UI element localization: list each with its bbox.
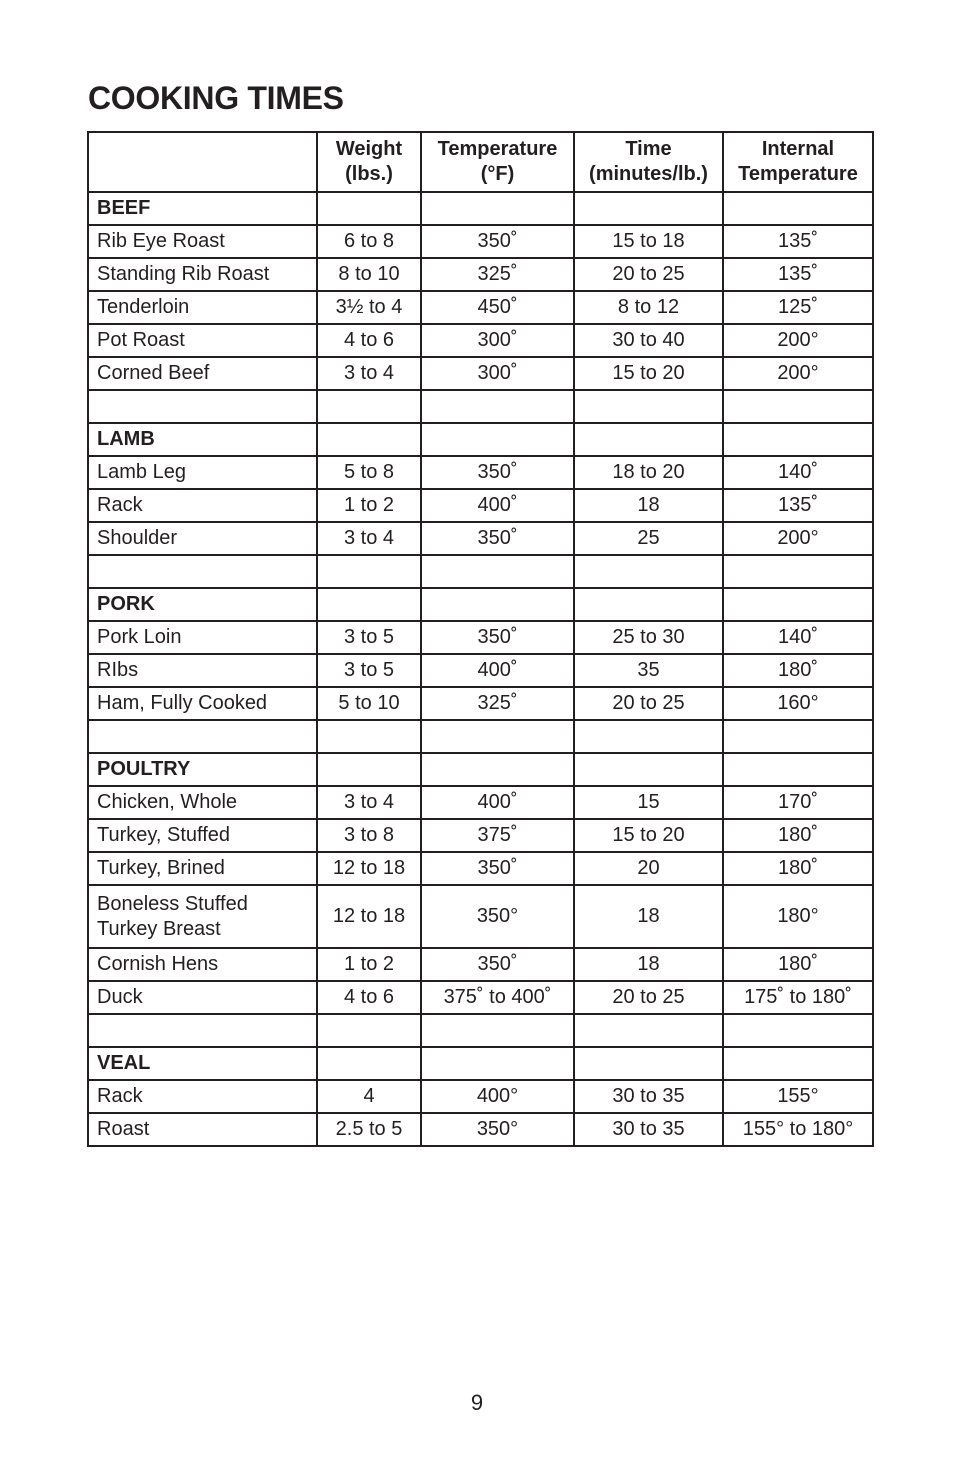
cell-name: Roast xyxy=(88,1113,317,1146)
section-row xyxy=(88,753,873,786)
cell-time: 18 to 20 xyxy=(574,456,723,489)
cell-time: 20 xyxy=(574,852,723,885)
cell-time xyxy=(574,720,723,753)
cell-weight xyxy=(317,588,421,621)
cell-internal-temperature xyxy=(723,588,873,621)
table-row xyxy=(88,948,873,981)
cell-weight: 12 to 18 xyxy=(317,852,421,885)
cell-internal-temperature xyxy=(723,390,873,423)
cell-weight: 3 to 4 xyxy=(317,357,421,390)
table-row xyxy=(88,885,873,948)
cell-weight xyxy=(317,192,421,225)
cell-internal-temperature: 125˚ xyxy=(723,291,873,324)
cell-time xyxy=(574,555,723,588)
section-row xyxy=(88,1047,873,1080)
cell-name xyxy=(88,720,317,753)
table-row xyxy=(88,357,873,390)
cell-time: 18 xyxy=(574,489,723,522)
cell-weight: 12 to 18 xyxy=(317,885,421,948)
cell-internal-temperature: 155° xyxy=(723,1080,873,1113)
cell-weight xyxy=(317,555,421,588)
table-row xyxy=(88,225,873,258)
cell-name: Turkey, Stuffed xyxy=(88,819,317,852)
table-row xyxy=(88,654,873,687)
cell-weight xyxy=(317,1047,421,1080)
cell-time: 35 xyxy=(574,654,723,687)
cell-temperature xyxy=(421,1014,574,1047)
cell-weight: 8 to 10 xyxy=(317,258,421,291)
cell-name xyxy=(88,1014,317,1047)
cell-time: 15 to 18 xyxy=(574,225,723,258)
cell-name: Standing Rib Roast xyxy=(88,258,317,291)
cell-time xyxy=(574,588,723,621)
cell-internal-temperature: 180˚ xyxy=(723,654,873,687)
cell-time xyxy=(574,753,723,786)
cell-weight xyxy=(317,1014,421,1047)
cell-temperature: 300˚ xyxy=(421,324,574,357)
cell-weight: 4 to 6 xyxy=(317,324,421,357)
cell-internal-temperature: 200° xyxy=(723,522,873,555)
table-row xyxy=(88,522,873,555)
cell-temperature xyxy=(421,1047,574,1080)
cell-temperature: 325˚ xyxy=(421,258,574,291)
cell-time: 15 xyxy=(574,786,723,819)
cell-time: 15 to 20 xyxy=(574,819,723,852)
cell-temperature: 350˚ xyxy=(421,225,574,258)
cell-internal-temperature: 180˚ xyxy=(723,819,873,852)
cell-internal-temperature xyxy=(723,192,873,225)
header-cut xyxy=(88,132,317,192)
table-row xyxy=(88,1080,873,1113)
cell-weight: 3½ to 4 xyxy=(317,291,421,324)
cell-time xyxy=(574,1014,723,1047)
cell-name: POULTRY xyxy=(88,753,317,786)
cell-time: 25 xyxy=(574,522,723,555)
cell-time: 25 to 30 xyxy=(574,621,723,654)
cell-internal-temperature xyxy=(723,720,873,753)
cell-name: Corned Beef xyxy=(88,357,317,390)
table-row xyxy=(88,621,873,654)
cell-temperature: 350˚ xyxy=(421,522,574,555)
cell-name: Pork Loin xyxy=(88,621,317,654)
cell-name: Turkey, Brined xyxy=(88,852,317,885)
cell-name: Shoulder xyxy=(88,522,317,555)
cell-temperature: 400˚ xyxy=(421,654,574,687)
cell-weight: 3 to 8 xyxy=(317,819,421,852)
cell-internal-temperature xyxy=(723,1047,873,1080)
cell-weight xyxy=(317,720,421,753)
cell-weight: 1 to 2 xyxy=(317,948,421,981)
cell-internal-temperature xyxy=(723,423,873,456)
cell-time xyxy=(574,390,723,423)
cell-temperature xyxy=(421,390,574,423)
section-row xyxy=(88,423,873,456)
table-row xyxy=(88,1113,873,1146)
cell-name: LAMB xyxy=(88,423,317,456)
cell-temperature: 400˚ xyxy=(421,489,574,522)
cell-weight: 4 xyxy=(317,1080,421,1113)
cell-internal-temperature: 175˚ to 180˚ xyxy=(723,981,873,1014)
cell-weight xyxy=(317,423,421,456)
cell-time: 20 to 25 xyxy=(574,258,723,291)
cell-temperature: 400° xyxy=(421,1080,574,1113)
header-weight: Weight (lbs.) xyxy=(317,132,421,192)
table-row xyxy=(88,258,873,291)
cell-name: PORK xyxy=(88,588,317,621)
cell-internal-temperature: 160° xyxy=(723,687,873,720)
cell-temperature: 375˚ xyxy=(421,819,574,852)
cell-name: Chicken, Whole xyxy=(88,786,317,819)
header-internal-temperature: Internal Temperature xyxy=(723,132,873,192)
cell-time: 30 to 35 xyxy=(574,1113,723,1146)
cell-weight: 3 to 4 xyxy=(317,786,421,819)
table-row xyxy=(88,819,873,852)
cell-internal-temperature: 140˚ xyxy=(723,456,873,489)
cell-name: Pot Roast xyxy=(88,324,317,357)
cell-temperature xyxy=(421,588,574,621)
cell-name: Duck xyxy=(88,981,317,1014)
cell-time: 30 to 35 xyxy=(574,1080,723,1113)
cell-name: Rack xyxy=(88,489,317,522)
cell-internal-temperature: 180˚ xyxy=(723,948,873,981)
page-number: 9 xyxy=(470,1390,484,1415)
cell-time: 20 to 25 xyxy=(574,687,723,720)
cell-weight xyxy=(317,753,421,786)
cell-weight: 5 to 8 xyxy=(317,456,421,489)
cell-internal-temperature: 180˚ xyxy=(723,852,873,885)
cell-name xyxy=(88,555,317,588)
cell-time: 18 xyxy=(574,948,723,981)
cell-name: VEAL xyxy=(88,1047,317,1080)
cell-temperature: 300˚ xyxy=(421,357,574,390)
cell-internal-temperature: 135˚ xyxy=(723,225,873,258)
spacer-row xyxy=(88,1014,873,1047)
cell-temperature: 350˚ xyxy=(421,948,574,981)
table-row xyxy=(88,981,873,1014)
cell-name: Rib Eye Roast xyxy=(88,225,317,258)
cell-time: 15 to 20 xyxy=(574,357,723,390)
cell-internal-temperature: 200° xyxy=(723,357,873,390)
spacer-row xyxy=(88,390,873,423)
cell-name: Boneless Stuffed Turkey Breast xyxy=(88,885,317,948)
table-row xyxy=(88,291,873,324)
header-temperature: Temperature (°F) xyxy=(421,132,574,192)
cell-temperature xyxy=(421,555,574,588)
table-row xyxy=(88,456,873,489)
cell-temperature: 350° xyxy=(421,885,574,948)
cell-internal-temperature: 135˚ xyxy=(723,258,873,291)
cell-weight: 2.5 to 5 xyxy=(317,1113,421,1146)
cell-name: Tenderloin xyxy=(88,291,317,324)
cell-internal-temperature: 140˚ xyxy=(723,621,873,654)
cell-time: 18 xyxy=(574,885,723,948)
cell-internal-temperature: 170˚ xyxy=(723,786,873,819)
cell-time xyxy=(574,423,723,456)
header-time: Time (minutes/lb.) xyxy=(574,132,723,192)
cell-temperature: 400˚ xyxy=(421,786,574,819)
cell-internal-temperature xyxy=(723,753,873,786)
cell-name: Rack xyxy=(88,1080,317,1113)
cell-name: Cornish Hens xyxy=(88,948,317,981)
cell-temperature: 350˚ xyxy=(421,621,574,654)
cell-time xyxy=(574,1047,723,1080)
cell-temperature: 325˚ xyxy=(421,687,574,720)
table-row xyxy=(88,687,873,720)
cell-time: 8 to 12 xyxy=(574,291,723,324)
cell-internal-temperature: 155° to 180° xyxy=(723,1113,873,1146)
cell-temperature: 350˚ xyxy=(421,852,574,885)
cell-weight: 4 to 6 xyxy=(317,981,421,1014)
cooking-times-table xyxy=(87,131,874,1147)
cell-name: Ham, Fully Cooked xyxy=(88,687,317,720)
cell-weight: 6 to 8 xyxy=(317,225,421,258)
cell-temperature: 350˚ xyxy=(421,456,574,489)
cell-temperature: 450˚ xyxy=(421,291,574,324)
page-title: COOKING TIMES xyxy=(88,80,344,116)
cell-temperature: 350° xyxy=(421,1113,574,1146)
section-row xyxy=(88,192,873,225)
cell-weight: 1 to 2 xyxy=(317,489,421,522)
cell-weight: 3 to 4 xyxy=(317,522,421,555)
table-row xyxy=(88,489,873,522)
cell-internal-temperature xyxy=(723,555,873,588)
cell-temperature xyxy=(421,192,574,225)
spacer-row xyxy=(88,720,873,753)
table-row xyxy=(88,324,873,357)
cell-internal-temperature: 200° xyxy=(723,324,873,357)
spacer-row xyxy=(88,555,873,588)
cell-time: 30 to 40 xyxy=(574,324,723,357)
table-row xyxy=(88,852,873,885)
cell-internal-temperature xyxy=(723,1014,873,1047)
cell-temperature xyxy=(421,720,574,753)
cell-name xyxy=(88,390,317,423)
table-header-row xyxy=(88,132,873,192)
cell-temperature xyxy=(421,423,574,456)
cell-internal-temperature: 135˚ xyxy=(723,489,873,522)
table-row xyxy=(88,786,873,819)
cell-weight: 3 to 5 xyxy=(317,654,421,687)
cell-temperature xyxy=(421,753,574,786)
cell-weight: 5 to 10 xyxy=(317,687,421,720)
section-row xyxy=(88,588,873,621)
cell-time xyxy=(574,192,723,225)
cell-weight: 3 to 5 xyxy=(317,621,421,654)
cell-internal-temperature: 180° xyxy=(723,885,873,948)
cell-name: RIbs xyxy=(88,654,317,687)
cell-temperature: 375˚ to 400˚ xyxy=(421,981,574,1014)
cell-name: Lamb Leg xyxy=(88,456,317,489)
cell-name: BEEF xyxy=(88,192,317,225)
table-body xyxy=(88,192,873,1146)
cell-time: 20 to 25 xyxy=(574,981,723,1014)
cell-weight xyxy=(317,390,421,423)
